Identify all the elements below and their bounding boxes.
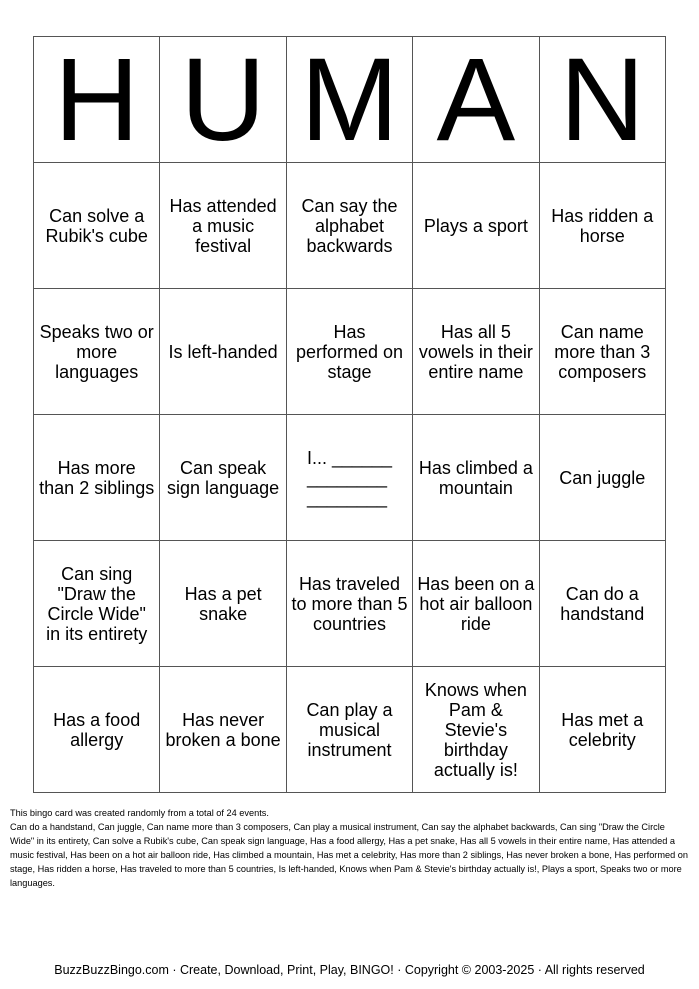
bingo-cell[interactable]: Has climbed a mountain (413, 415, 539, 541)
header-letter-4: A (413, 37, 539, 163)
free-space-lines (307, 448, 392, 508)
bingo-cell[interactable]: Has performed on stage (286, 289, 412, 415)
card-info-intro: This bingo card was created randomly from a total of 24 events. (10, 808, 269, 818)
bingo-row-2 (34, 289, 666, 415)
bingo-cell[interactable]: Can solve a Rubik's cube (34, 163, 160, 289)
card-info-note (10, 806, 690, 890)
bingo-row-5 (34, 667, 666, 793)
header-letter-2: U (160, 37, 286, 163)
bingo-cell[interactable]: Has ridden a horse (539, 163, 665, 289)
bingo-row-3 (34, 415, 666, 541)
bingo-cell[interactable]: Has all 5 vowels in their entire name (413, 289, 539, 415)
bingo-cell[interactable]: Has a food allergy (34, 667, 160, 793)
bingo-cell[interactable]: Has attended a music festival (160, 163, 286, 289)
bingo-cell[interactable]: Can do a handstand (539, 541, 665, 667)
bingo-cell[interactable]: Has a pet snake (160, 541, 286, 667)
free-space-cell[interactable] (286, 415, 412, 541)
bingo-cell[interactable]: Can sing "Draw the Circle Wide" in its entirety (34, 541, 160, 667)
bingo-cell[interactable]: Has been on a hot air balloon ride (413, 541, 539, 667)
bingo-cell[interactable]: Can juggle (539, 415, 665, 541)
free-space-line-3: ________ (306, 487, 388, 508)
bingo-cell[interactable]: Can play a musical instrument (286, 667, 412, 793)
bingo-row-1 (34, 163, 666, 289)
bingo-card (33, 33, 666, 793)
header-letter-5: N (539, 37, 665, 163)
bingo-cell[interactable]: Can speak sign language (160, 415, 286, 541)
bingo-cell[interactable]: Speaks two or more languages (34, 289, 160, 415)
bingo-cell[interactable]: Can say the alphabet backwards (286, 163, 412, 289)
bingo-cell[interactable]: Knows when Pam & Stevie's birthday actually is! (413, 667, 539, 793)
free-space-line-2: ________ (306, 467, 388, 488)
bingo-cell[interactable]: Has more than 2 siblings (34, 415, 160, 541)
bingo-row-4 (34, 541, 666, 667)
bingo-cell[interactable]: Is left-handed (160, 289, 286, 415)
bingo-cell[interactable]: Has never broken a bone (160, 667, 286, 793)
card-info-events: Can do a handstand, Can juggle, Can name more than 3 composers, Can play a musical instrument, Can say the alphabet backwards, Can sing "Draw the Circle Wide" in its entirety, Can solve a Rubik's cube, Can speak sign language, Has a food allergy, Has a pet snake, Has all 5 vowels in their entire name, Has attended a music festival, Has been on a hot air balloon ride, Has climbed a mountain, Has met a celebrity, Has more than 2 siblings, Has never broken a bone, Has performed on stage, Has ridden a horse, Has traveled to more than 5 countries, Is left-handed, Knows when Pam & Stevie's birthday actually is!, Plays a sport, Speaks two or more languages. (10, 822, 689, 888)
page-footer: BuzzBuzzBingo.com · Create, Download, Print, Play, BINGO! · Copyright © 2003-2025 · All rights reserved (54, 963, 645, 977)
header-letter-1: H (34, 37, 160, 163)
free-space-line-1: I... ______ (306, 447, 393, 468)
bingo-cell[interactable]: Has met a celebrity (539, 667, 665, 793)
bingo-cell[interactable]: Can name more than 3 composers (539, 289, 665, 415)
header-row (34, 37, 666, 163)
bingo-cell[interactable]: Has traveled to more than 5 countries (286, 541, 412, 667)
bingo-cell[interactable]: Plays a sport (413, 163, 539, 289)
header-letter-3: M (286, 37, 412, 163)
